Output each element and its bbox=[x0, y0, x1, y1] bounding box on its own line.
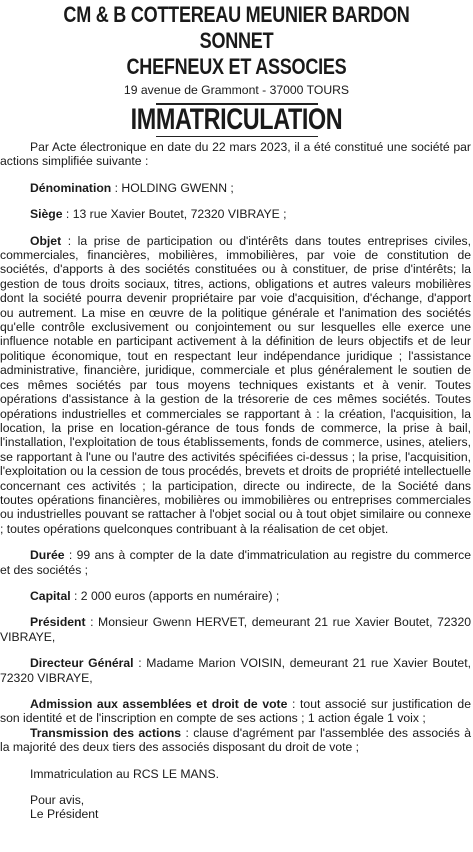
notice-body bbox=[0, 137, 473, 822]
notice-title: IMMATRICULATION bbox=[130, 102, 343, 136]
intro-paragraph: Par Acte électronique en date du 22 mars 2023, il a été constitué une société par actions simplifiée suivante : bbox=[0, 140, 471, 169]
denomination-label: Dénomination bbox=[30, 180, 112, 195]
transmission-label: Transmission des actions bbox=[30, 725, 182, 740]
signature-line1: Pour avis, bbox=[30, 793, 85, 808]
directeur-label: Directeur Général bbox=[30, 656, 134, 671]
admission-paragraph bbox=[0, 697, 471, 726]
denomination-value: : HOLDING GWENN ; bbox=[111, 180, 234, 195]
firm-name-line2: CHEFNEUX ET ASSOCIES bbox=[126, 54, 347, 79]
siege-paragraph bbox=[0, 207, 471, 221]
siege-label: Siège bbox=[30, 207, 63, 222]
firm-name-line1: CM & B COTTEREAU MEUNIER BARDON SONNET bbox=[63, 2, 410, 53]
transmission-paragraph bbox=[0, 726, 471, 755]
capital-value: : 2 000 euros (apports en numéraire) ; bbox=[70, 588, 280, 603]
objet-label: Objet bbox=[30, 233, 62, 248]
directeur-value: : Madame Marion VOISIN, demeurant 21 rue Xavier Boutet, 72320 VIBRAYE, bbox=[0, 656, 471, 685]
president-value: : Monsieur Gwenn HERVET, demeurant 21 rue Xavier Boutet, 72320 VIBRAYE, bbox=[0, 615, 471, 644]
president-paragraph bbox=[0, 615, 471, 644]
denomination-paragraph bbox=[0, 181, 471, 195]
objet-value: : la prise de participation ou d'intérêts dans toutes entreprises civiles, commerciales, financières, mobilières, immobilières, par voie de constitution de sociétés, d'apports à des sociétés constituées ou à constituer, de prise d'intérêts; la gestion de tous droits sociaux, titres, actions, obligations et autres valeurs mobilières dont la société pourra devenir propriétaire par voie d'acquisition, d'échange, d'apport ou autrement. La mise en œuvre de la politique générale et l'animation des sociétés qu'elle contrôle exclusivement ou conjointement ou sur lesquelles elle exerce une influence notable en participant activement à la définition de leurs objectifs et de leur politique économique, tout en respectant leur indépendance juridique ; l'assistance administrative, financière, juridique, commerciale et plus généralement le soutien de ces mêmes sociétés par tous moyens techniques existants et à venir. Toutes opérations d'assistance à la gestion de la trésorerie de ces mêmes sociétés. Toutes opérations industrielles et commerciales se rapportant à : la création, l'acquisition, la location, la prise en location-gérance de tous fonds de commerce, la prise à bail, l'installation, l'exploitation de tous établissements, fonds de commerce, usines, ateliers, se rapportant à l'une ou l'autre des activités spécifiées ci-dessus ; la prise, l'acquisition, l'exploitation ou la cession de tous procédés, brevets et droits de propriété intellectuelle concernant ces activités ; la participation, directe ou indirecte, de la Société dans toutes opérations financières, mobilières ou immobilières ou entreprises commerciales ou industrielles pouvant se rattacher à l'objet social ou à tout objet similaire ou connexe ; toutes opérations quelconques contribuant à la réalisation de cet objet. bbox=[0, 233, 471, 536]
duree-value: : 99 ans à compter de la date d'immatriculation au registre du commerce et des sociétés ; bbox=[0, 548, 471, 577]
president-label: Président bbox=[30, 615, 86, 630]
admission-value: : tout associé sur justification de son identité et de l'inscription en compte de ses actions ; 1 action égale 1 voix ; bbox=[0, 697, 471, 726]
admission-label: Admission aux assemblées et droit de vote bbox=[30, 697, 288, 711]
transmission-value: : clause d'agrément par l'assemblée des associés à la majorité des deux tiers des associés disposant du droit de vote ; bbox=[0, 725, 471, 755]
siege-value: : 13 rue Xavier Boutet, 72320 VIBRAYE ; bbox=[62, 207, 287, 222]
directeur-paragraph bbox=[0, 656, 471, 685]
capital-paragraph bbox=[0, 589, 471, 603]
rcs-paragraph: Immatriculation au RCS LE MANS. bbox=[30, 766, 219, 781]
duree-label: Durée bbox=[30, 548, 65, 563]
objet-paragraph bbox=[0, 234, 471, 537]
firm-address: 19 avenue de Grammont - 37000 TOURS bbox=[123, 83, 350, 97]
signature-line2: Le Président bbox=[30, 807, 99, 822]
duree-paragraph bbox=[0, 548, 471, 577]
capital-label: Capital bbox=[30, 588, 71, 603]
